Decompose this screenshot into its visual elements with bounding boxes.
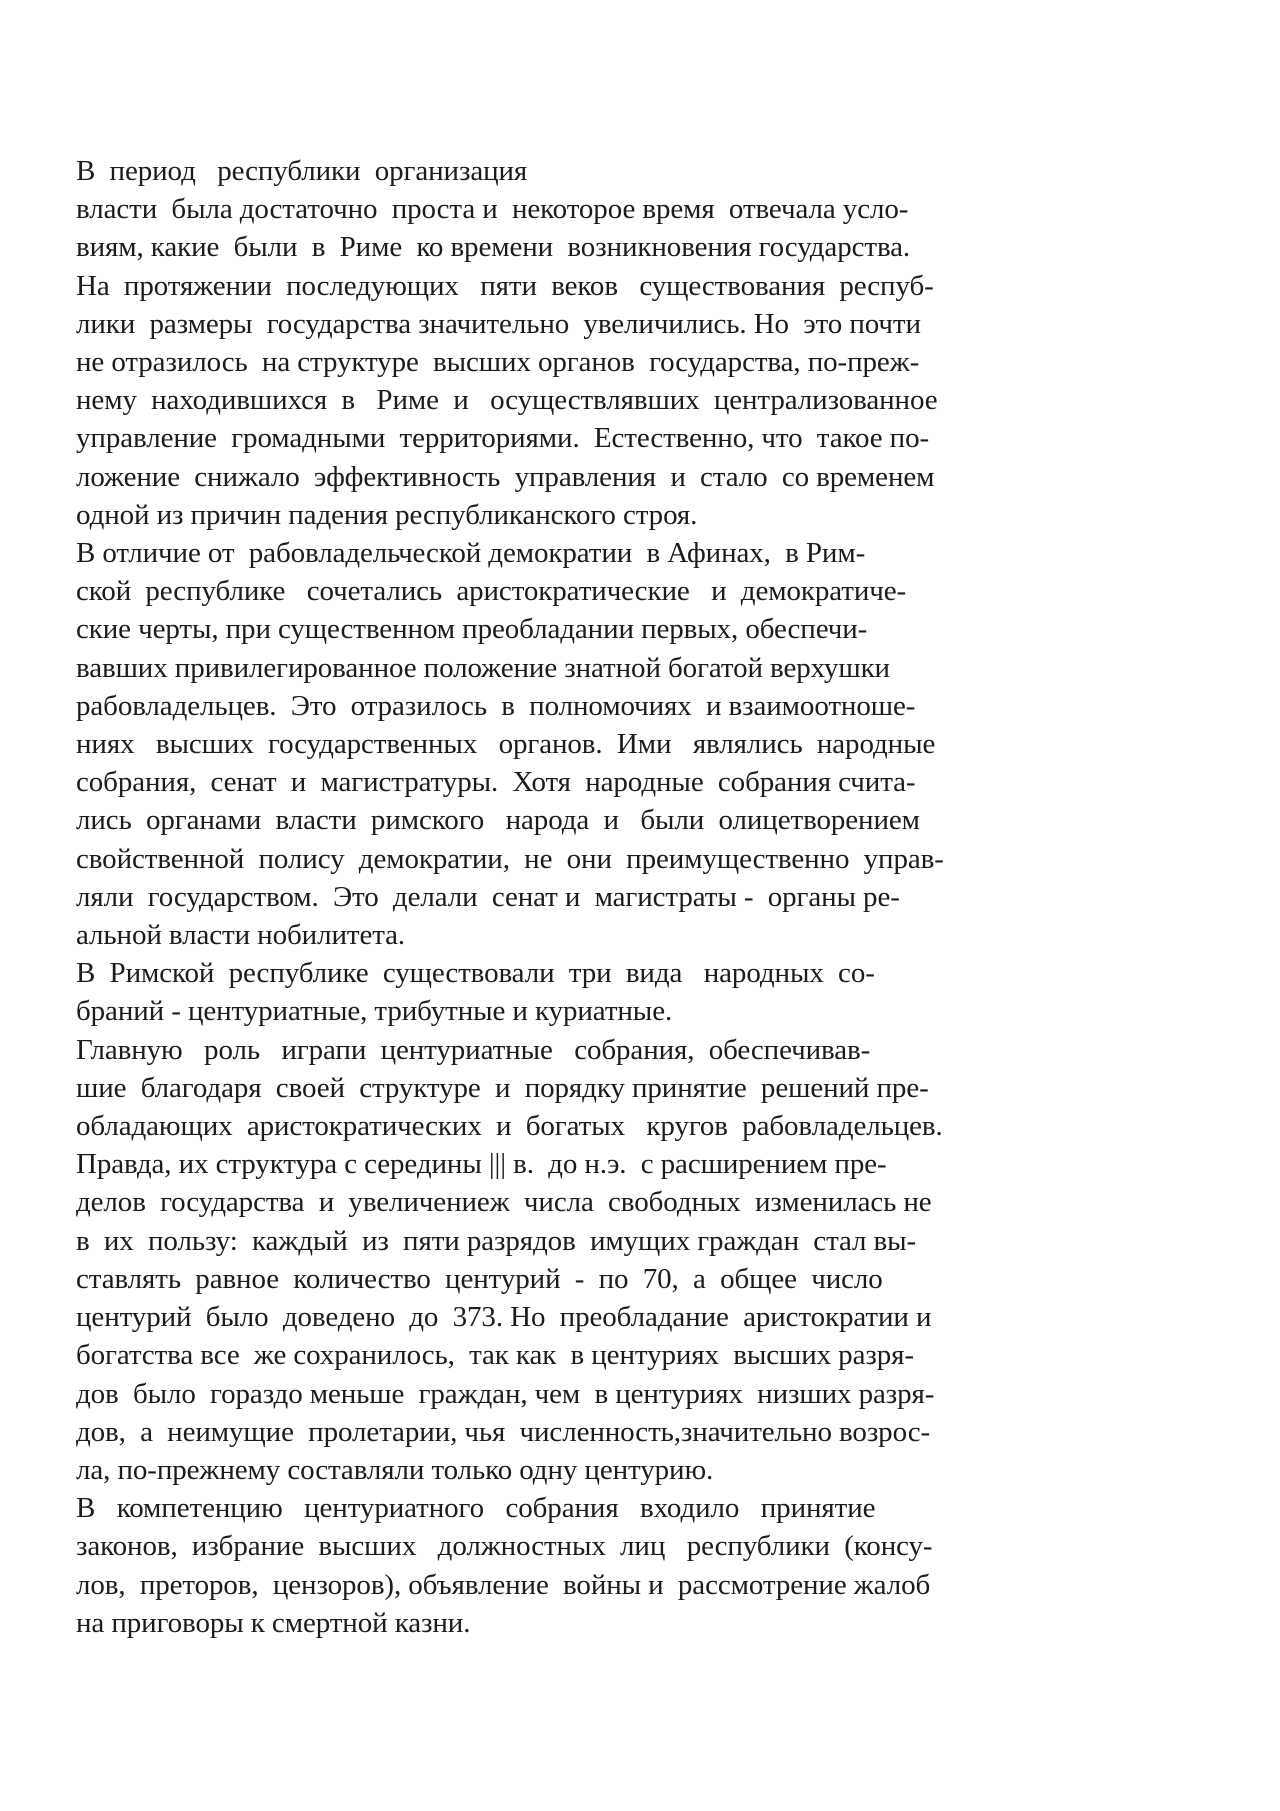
text-line: В компетенцию центуриатного собрания входило принятие — [76, 1492, 876, 1525]
text-line: В Римской республике существовали три вида народных со- — [76, 957, 875, 990]
text-line: ла, по-прежнему составляли только одну центурию. — [76, 1453, 714, 1486]
body-text — [76, 152, 1136, 1642]
text-line: в их пользу: каждый из пяти разрядов имущих граждан стал вы- — [76, 1224, 917, 1257]
text-line: виям, какие были в Риме ко времени возникновения государства. — [76, 231, 911, 264]
text-line: лов, преторов, цензоров), объявление войны и рассмотрение жалоб — [76, 1568, 931, 1601]
text-line: шие благодаря своей структуре и порядку принятие решений пре- — [76, 1071, 929, 1104]
text-line: ской республике сочетались аристократические и демократиче- — [76, 575, 907, 608]
text-line: не отразилось на структуре высших органов государства, по-преж- — [76, 346, 920, 379]
text-line: В период республики организация — [76, 155, 528, 187]
text-line: браний - центуриатные, трибутные и куриатные. — [76, 995, 673, 1028]
text-line: власти была достаточно проста и некоторое время отвечала усло- — [76, 193, 909, 226]
text-line: лись органами власти римского народа и были олицетворением — [76, 804, 920, 837]
text-line: лики размеры государства значительно увеличились. Но это почти — [76, 307, 921, 340]
text-line: центурий было доведено до 373. Но преобладание аристократии и — [76, 1301, 932, 1334]
text-line: законов, избрание высших должностных лиц республики (консу- — [76, 1530, 933, 1563]
text-line: ские черты, при существенном преобладании первых, обеспечи- — [76, 613, 868, 646]
text-line: Главную роль играпи центуриатные собрания, обеспечивав- — [76, 1033, 871, 1066]
text-line: альной власти нобилитета. — [76, 919, 406, 952]
text-line: ляли государством. Это делали сенат и магистраты - органы ре- — [76, 880, 900, 913]
text-line: одной из причин падения республиканского строя. — [76, 498, 698, 531]
text-line: Правда, их структура с середины ||| в. до н.э. с расширением пре- — [76, 1148, 887, 1181]
text-line: дов было гораздо меньше граждан, чем в центуриях низших разря- — [76, 1377, 935, 1410]
text-line: нему находившихся в Риме и осуществлявших централизованное — [76, 384, 938, 417]
text-line: собрания, сенат и магистратуры. Хотя народные собрания счита- — [76, 766, 916, 799]
text-line: управление громадными территориями. Естественно, что такое по- — [76, 422, 930, 455]
text-line: ниях высших государственных органов. Ими являлись народные — [76, 728, 936, 761]
text-line: ставлять равное количество центурий - по 70, а общее число — [76, 1262, 883, 1295]
text-line: свойственной полису демократии, не они преимущественно управ- — [76, 842, 944, 875]
text-line: богатства все же сохранилось, так как в центуриях высших разря- — [76, 1339, 914, 1372]
text-line: обладающих аристократических и богатых кругов рабовладельцев. — [76, 1110, 943, 1143]
text-line: вавших привилегированное положение знатной богатой верхушки — [76, 651, 890, 684]
text-line: ложение снижало эффективность управления и стало со временем — [76, 460, 935, 493]
text-line: На протяжении последующих пяти веков существования респуб- — [76, 269, 934, 302]
text-line: на приговоры к смертной казни. — [76, 1606, 471, 1639]
text-line: В отличие от рабовладельческой демократии в Афинах, в Рим- — [76, 537, 866, 570]
text-line: дов, а неимущие пролетарии, чья численность,значительно возрос- — [76, 1415, 931, 1448]
text-line: рабовладельцев. Это отразилось в полномочиях и взаимоотноше- — [76, 689, 916, 722]
text-line: делов государства и увеличениеж числа свободных изменилась не — [76, 1186, 932, 1219]
